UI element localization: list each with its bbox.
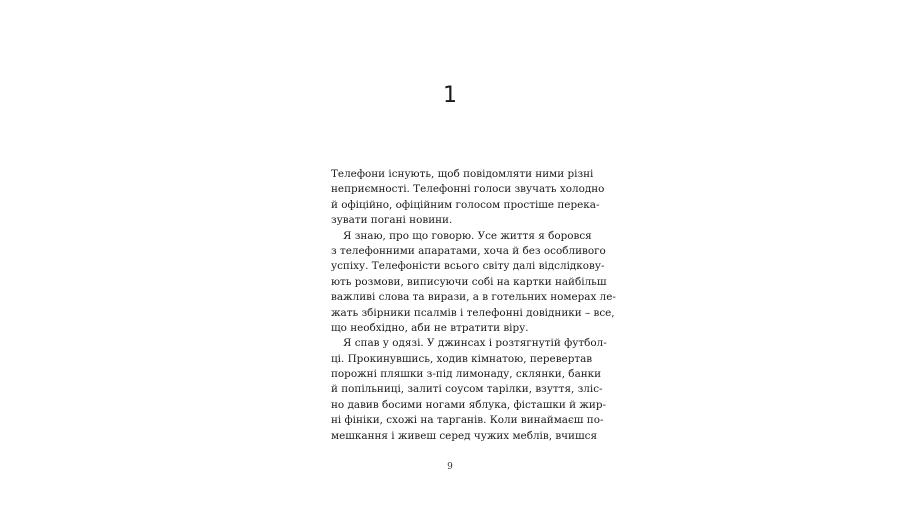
paragraph-2-line-7: що необхідно, аби не втратити віру. [331,321,529,334]
paragraph-2-line-5: важливі слова та вирази, а в готельних номерах ле- [331,291,616,304]
paragraph-1-line-3: й офіційно, офіційним голосом простіше перека- [331,198,600,211]
paragraph-2-line-3: успіху. Телефоністи всього світу далі відслідкову- [331,260,605,273]
paragraph-1-line-1: Телефони існують, щоб повідомляти ними різні [331,168,594,180]
paragraph-3-line-3: порожні пляшки з-під лимонаду, склянки, банки [331,368,602,381]
paragraph-3-line-7: мешкання і живеш серед чужих меблів, вчишся [331,429,598,442]
paragraph-1-line-4: зувати погані новини. [331,214,453,227]
paragraph-2-line-1: Я знаю, про що говорю. Усе життя я боровся [343,229,592,242]
paragraph-2-line-4: ють розмови, виписуючи собі на картки найбільш [331,275,607,288]
paragraph-3-line-2: ці. Прокинувшись, ходив кімнатою, перевертав [331,352,593,365]
paragraph-3-line-6: ні фініки, схожі на тарганів. Коли винаймаєш по- [331,414,604,427]
paragraph-3-line-4: й попільниці, залиті соусом тарілки, взуття, зліс- [331,383,603,396]
chapter-number: 1 [443,83,457,108]
paragraph-1-line-2: неприємності. Телефонні голоси звучать холодно [331,183,605,196]
paragraph-3-line-5: но давив босими ногами яблука, фісташки й жир- [331,398,606,411]
chapter-body [331,167,616,444]
page-number: 9 [447,462,453,472]
paragraph-3-line-1: Я спав у одязі. У джинсах і розтягнутій футбол- [343,337,607,350]
paragraph-2-line-6: жать збірники псалмів і телефонні довідники – все, [331,306,615,319]
paragraph-2-line-2: з телефонними апаратами, хоча й без особливого [331,244,606,257]
